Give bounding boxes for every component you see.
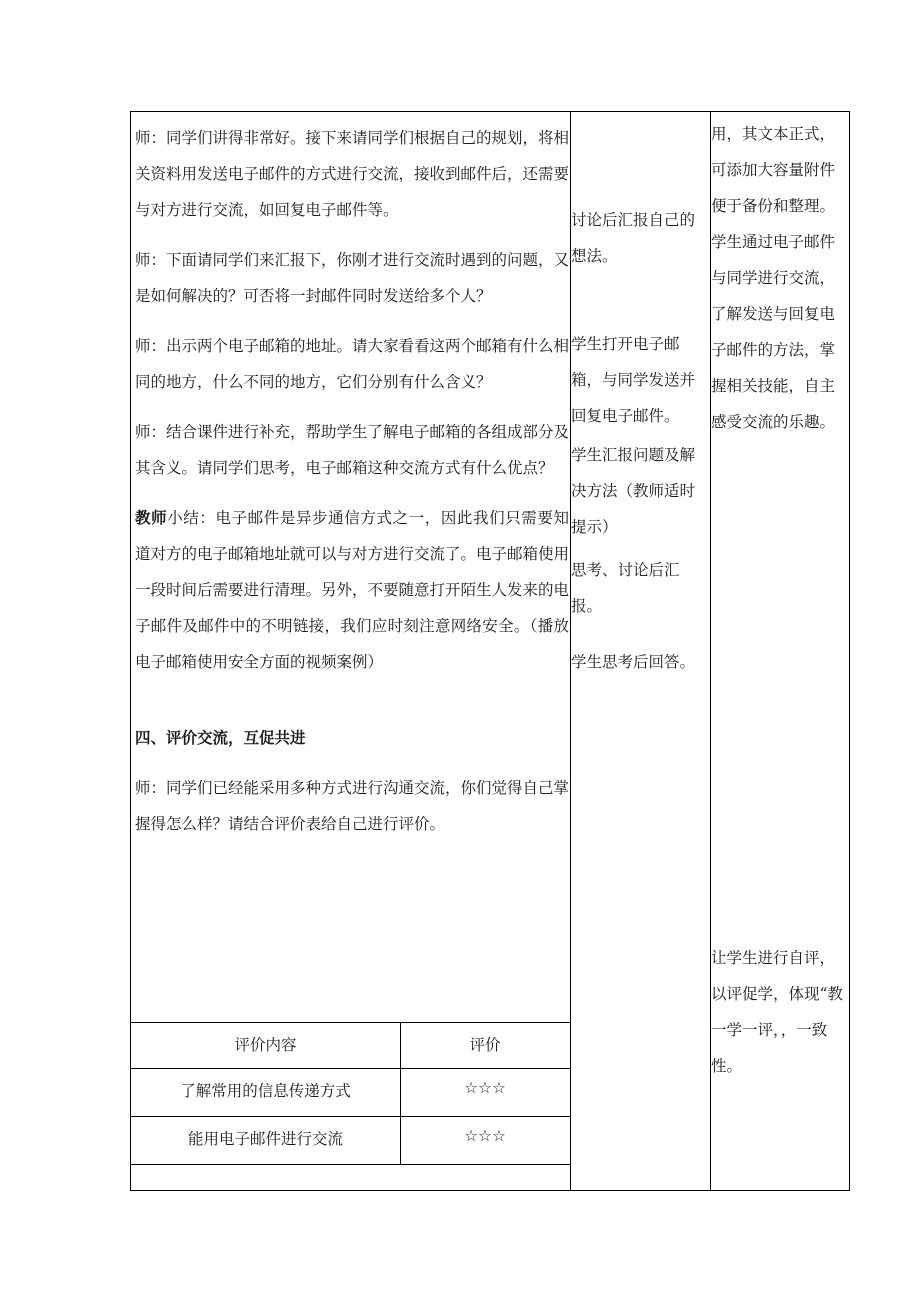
row-rating: ☆☆☆ <box>464 1079 506 1097</box>
student-activity-e: 学生思考后回答。 <box>571 653 696 671</box>
design-intent-a: 用，其文本正式，可添加大容量附件便于备份和整理。学生通过电子邮件与同学进行交流，了解发送与回复电子邮件的方法，掌握相关技能，自主感受交流的乐趣。 <box>711 125 836 431</box>
header-rating: 评价 <box>469 1036 501 1054</box>
student-activity-b: 学生打开电子邮箱，与同学发送并回复电子邮件。 <box>571 335 696 425</box>
paragraph-3: 师：出示两个电子邮箱的地址。请大家看看这两个邮箱有什么相同的地方，什么不同的地方，它们分别有什么含义？ <box>135 337 570 391</box>
row-content: 能用电子邮件进行交流 <box>187 1130 343 1148</box>
lesson-table <box>130 111 850 1191</box>
row-rating: ☆☆☆ <box>464 1127 506 1145</box>
evaluation-row-1 <box>131 1068 570 1117</box>
row-content: 了解常用的信息传递方式 <box>180 1082 351 1100</box>
summary-label: 教师 <box>135 508 168 527</box>
paragraph-1: 师：同学们讲得非常好。接下来请同学们根据自己的规划，将相关资料用发送电子邮件的方式进行交流，接收到邮件后，还需要与对方进行交流，如回复电子邮件等。 <box>135 129 570 219</box>
paragraph-2: 师：下面请同学们来汇报下，你刚才进行交流时遇到的问题，又是如何解决的？可否将一封邮件同时发送给多个人？ <box>135 251 570 305</box>
paragraph-6: 师：同学们已经能采用多种方式进行沟通交流，你们觉得自己掌握得怎么样？请结合评价表给自己进行评价。 <box>135 779 570 833</box>
evaluation-header-row <box>131 1022 570 1069</box>
student-activity-d: 思考、讨论后汇报。 <box>571 561 680 615</box>
summary-text: 小结：电子邮件是异步通信方式之一，因此我们只需要知道对方的电子邮箱地址就可以与对方进行交流了。电子邮箱使用一段时间后需要进行清理。另外，不要随意打开陌生人发来的电子邮件及邮件中的不明链接，我们应时刻注意网络安全。（播放电子邮箱使用安全方面的视频案例） <box>135 509 570 671</box>
section-heading: 四、评价交流，互促共进 <box>135 728 306 747</box>
header-content: 评价内容 <box>234 1036 297 1054</box>
evaluation-table <box>131 1022 570 1192</box>
evaluation-row-2 <box>131 1116 570 1165</box>
evaluation-empty-row <box>131 1164 570 1193</box>
paragraph-4: 师：结合课件进行补充，帮助学生了解电子邮箱的各组成部分及其含义。请同学们思考，电子邮箱这种交流方式有什么优点？ <box>135 423 570 477</box>
student-activity-a: 讨论后汇报自己的想法。 <box>571 211 696 265</box>
teacher-activity-column <box>135 120 569 856</box>
student-activity-c: 学生汇报问题及解决方法（教师适时提示） <box>571 446 696 536</box>
paragraph-summary <box>135 500 569 680</box>
design-intent-b: 让学生进行自评，以评促学，体现“教一学一评，，一致性。 <box>711 949 843 1075</box>
